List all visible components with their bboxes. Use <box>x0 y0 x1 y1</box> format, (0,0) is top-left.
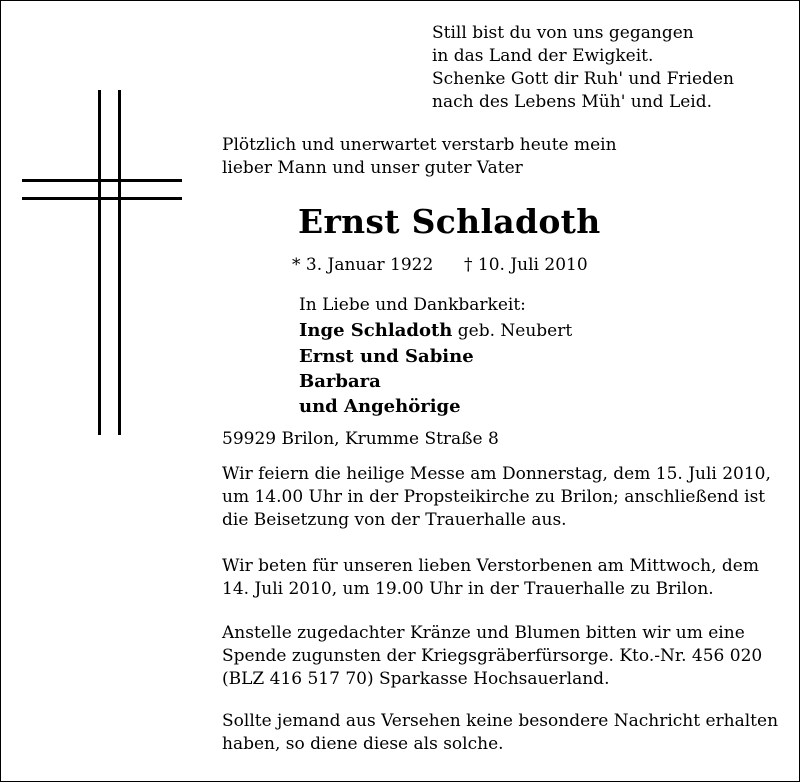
paragraph-line: 14. Juli 2010, um 19.00 Uhr in der Trauerhalle zu Brilon. <box>222 579 714 599</box>
prayer-paragraph <box>222 555 782 601</box>
paragraph-line: um 14.00 Uhr in der Propsteikirche zu Brilon; anschließend ist <box>222 487 766 507</box>
paragraph-line: Spende zugunsten der Kriegsgräberfürsorge. Kto.-Nr. 456 020 <box>222 646 763 666</box>
mourner-line: und Angehörige <box>299 396 461 417</box>
paragraph-line: Sollte jemand aus Versehen keine besondere Nachricht erhalten <box>222 711 779 731</box>
paragraph-line: Wir beten für unseren lieben Verstorbenen am Mittwoch, dem <box>222 556 759 576</box>
mourners-heading: In Liebe und Dankbarkeit: <box>299 295 526 315</box>
notice-paragraph <box>222 710 782 756</box>
paragraph-line: (BLZ 416 517 70) Sparkasse Hochsauerland. <box>222 669 610 689</box>
poem-line: Schenke Gott dir Ruh' und Frieden <box>432 69 734 89</box>
paragraph-line: Wir feiern die heilige Messe am Donnerstag, dem 15. Juli 2010, <box>222 464 771 484</box>
intro-line: lieber Mann und unser guter Vater <box>222 158 523 178</box>
cross-icon <box>22 90 182 435</box>
poem-line: in das Land der Ewigkeit. <box>432 46 654 66</box>
intro-text <box>222 134 617 180</box>
mass-paragraph <box>222 463 782 532</box>
life-dates <box>292 254 588 277</box>
poem-line: nach des Lebens Müh' und Leid. <box>432 92 713 112</box>
paragraph-line: die Beisetzung von der Trauerhalle aus. <box>222 510 567 530</box>
mourner-name: Inge Schladoth <box>299 320 453 341</box>
mourner-line: Barbara <box>299 371 381 392</box>
poem <box>432 22 734 114</box>
donation-paragraph <box>222 622 782 691</box>
paragraph-line: Anstelle zugedachter Kränze und Blumen bitten wir um eine <box>222 623 745 643</box>
birth-date: * 3. Januar 1922 <box>292 255 434 275</box>
paragraph-line: haben, so diene diese als solche. <box>222 734 504 754</box>
mourner-line: Ernst und Sabine <box>299 346 474 367</box>
mourner-line <box>299 318 572 344</box>
mourner-birth-name: geb. Neubert <box>452 321 573 341</box>
death-date: † 10. Juli 2010 <box>464 255 588 275</box>
intro-line: Plötzlich und unerwartet verstarb heute mein <box>222 135 617 155</box>
address: 59929 Brilon, Krumme Straße 8 <box>222 429 499 449</box>
poem-line: Still bist du von uns gegangen <box>432 23 694 43</box>
mourners <box>299 293 572 419</box>
deceased-name: Ernst Schladoth <box>298 202 601 241</box>
